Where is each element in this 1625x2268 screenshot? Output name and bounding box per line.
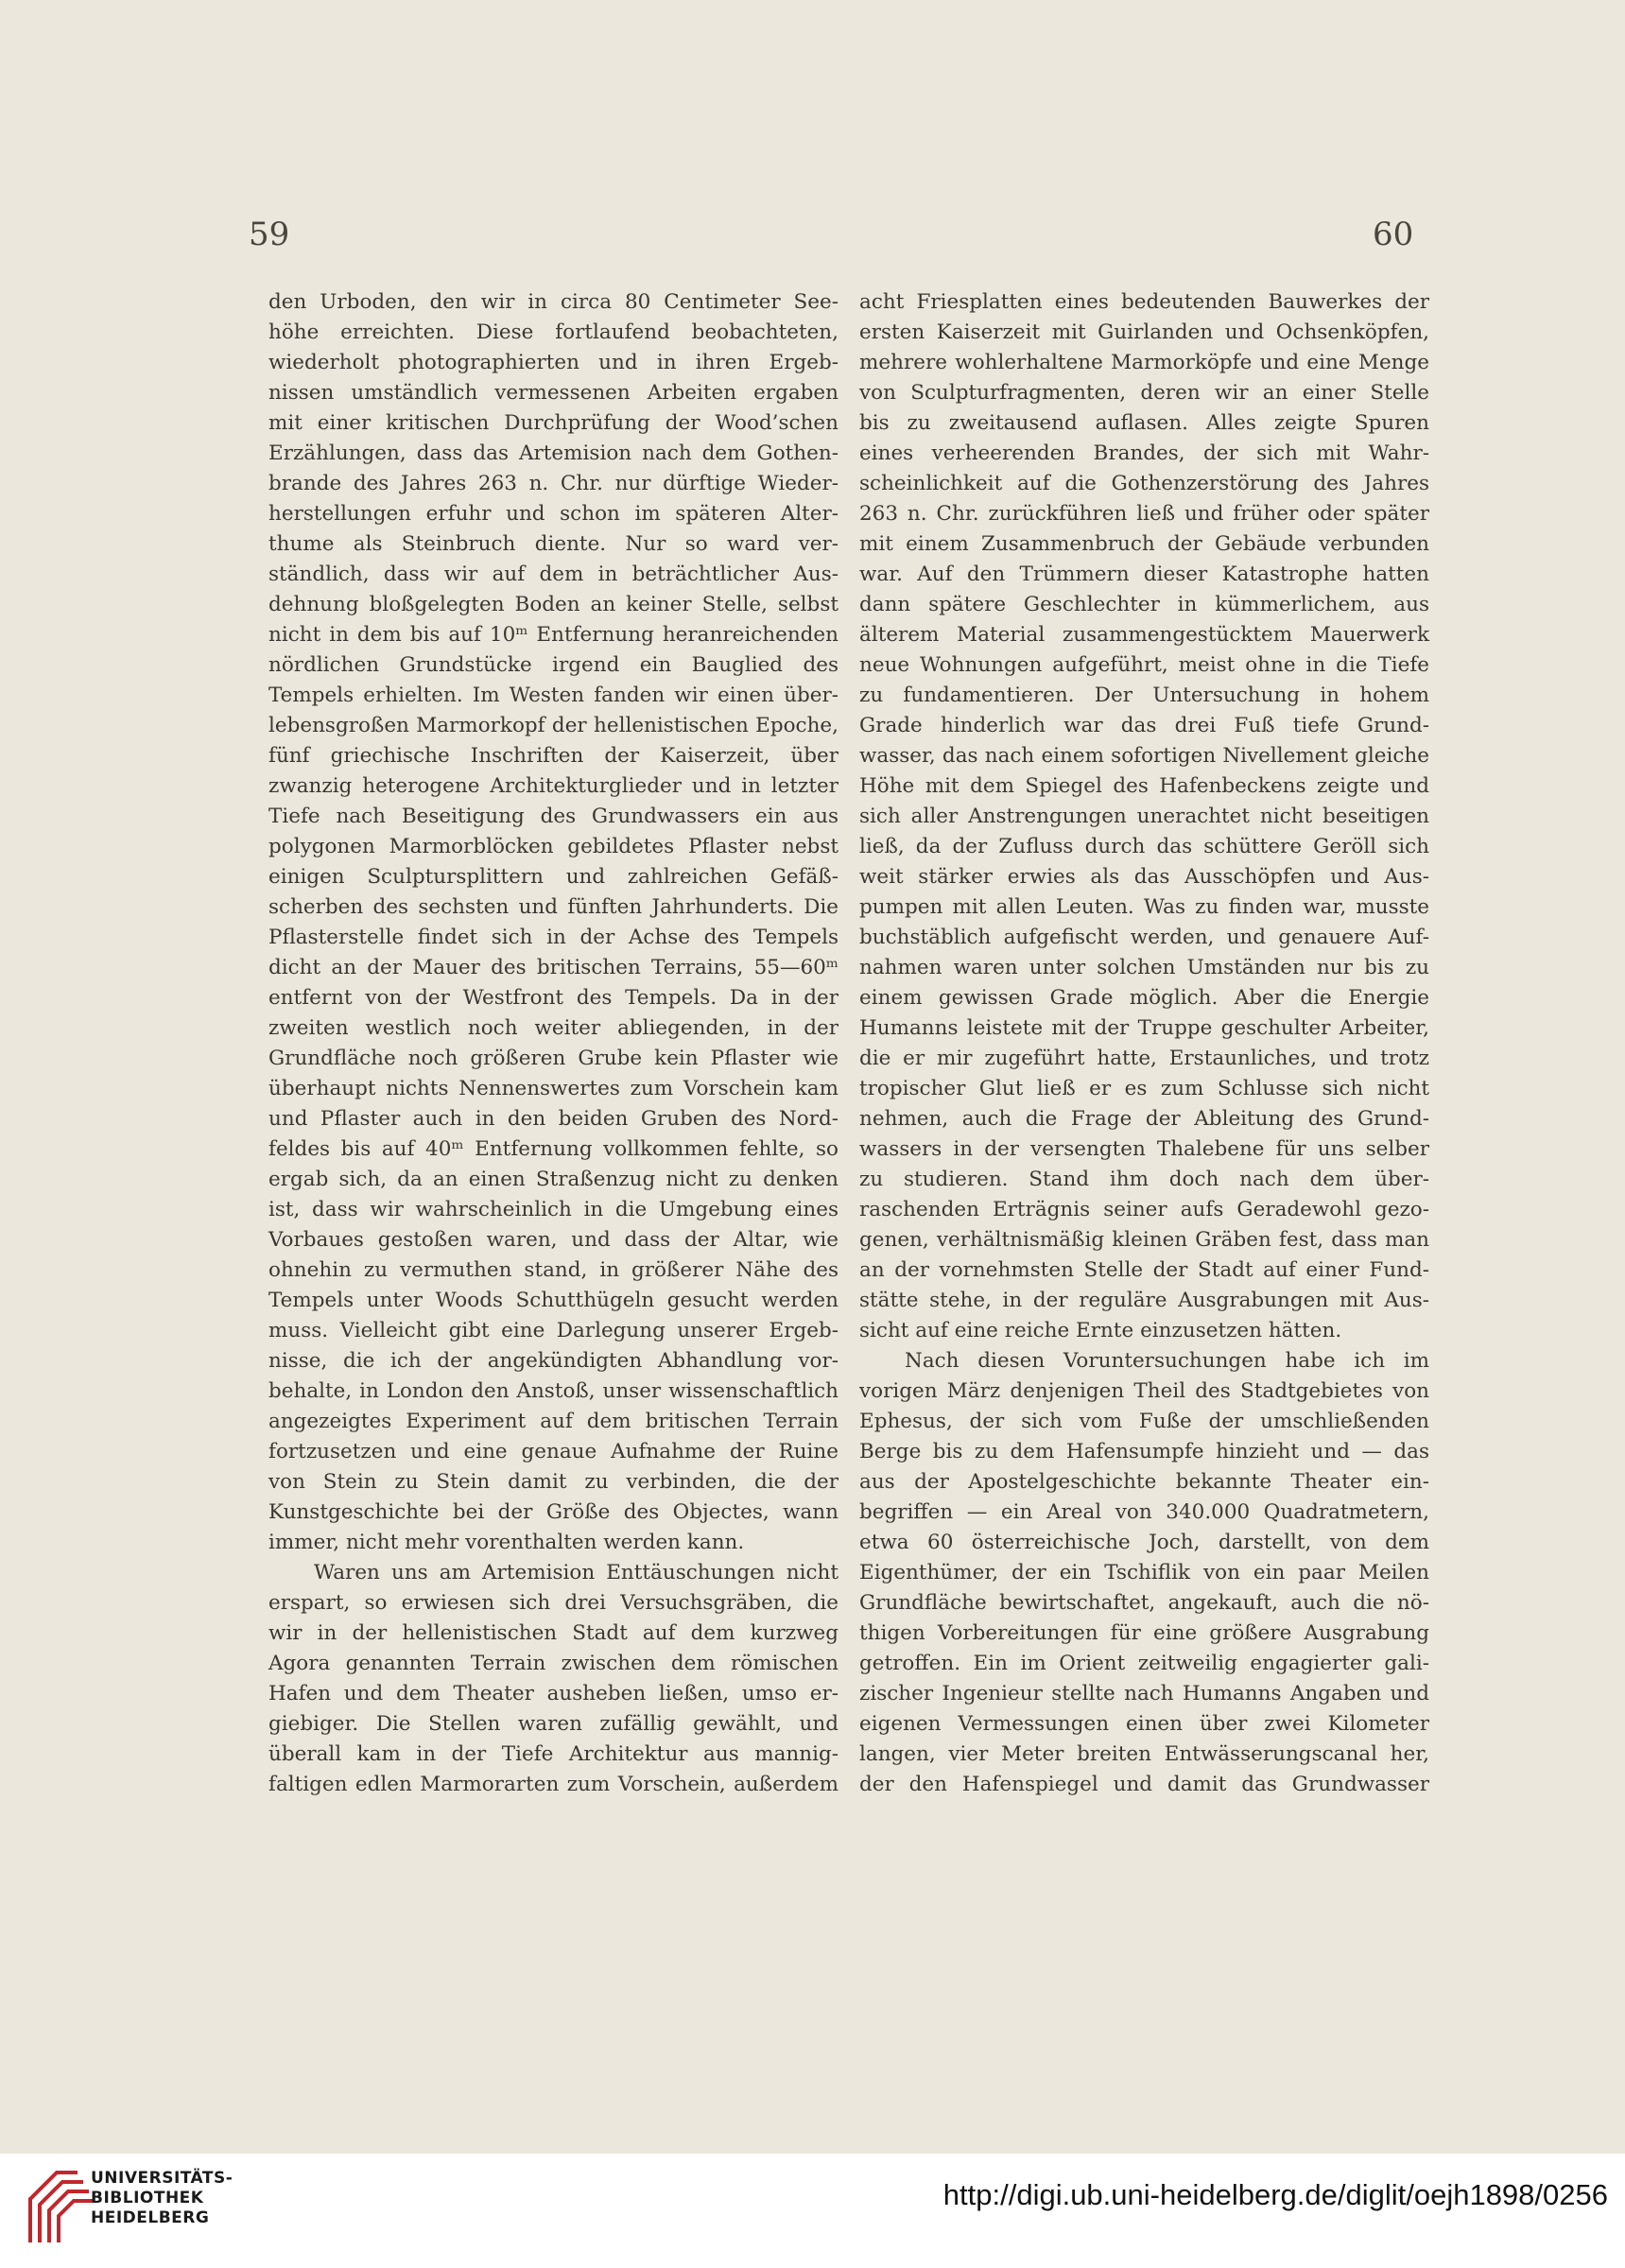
text-line: muss. Vielleicht gibt eine Darlegung unserer Ergeb- <box>268 1319 838 1342</box>
text-line: thigen Vorbereitungen für eine größere Ausgrabung <box>859 1621 1429 1645</box>
library-name <box>91 2169 233 2228</box>
text-column-right <box>859 287 1429 1800</box>
text-line: feldes bis auf 40ᵐ Entfernung vollkommen fehlte, so <box>268 1137 838 1161</box>
text-line: eines verheerenden Brandes, der sich mit Wahr- <box>859 441 1429 465</box>
text-line: Vorbaues gestoßen waren, und dass der Altar, wie <box>268 1228 838 1252</box>
text-line: faltigen edlen Marmorarten zum Vorschein, außerdem <box>268 1773 838 1796</box>
text-line: angezeigtes Experiment auf dem britischen Terrain <box>268 1410 838 1433</box>
text-line: genen, verhältnismäßig kleinen Gräben fest, dass man <box>859 1228 1429 1252</box>
text-line: Berge bis zu dem Hafensumpfe hinzieht und — das <box>859 1440 1429 1463</box>
text-line: nicht in dem bis auf 10ᵐ Entfernung heranreichenden <box>268 623 838 647</box>
text-line: Ephesus, der sich vom Fuße der umschließenden <box>859 1410 1429 1433</box>
text-line: raschenden Erträgnis seiner aufs Geradewohl gezo- <box>859 1198 1429 1221</box>
text-line: mehrere wohlerhaltene Marmorköpfe und eine Menge <box>859 351 1429 374</box>
text-line: an der vornehmsten Stelle der Stadt auf einer Fund- <box>859 1258 1429 1282</box>
text-line: von Stein zu Stein damit zu verbinden, die der <box>268 1470 838 1494</box>
text-line: und Pflaster auch in den beiden Gruben des Nord- <box>268 1107 838 1131</box>
text-line: bis zu zweitausend auflasen. Alles zeigte Spuren <box>859 411 1429 435</box>
text-line: weit stärker erwies als das Ausschöpfen und Aus- <box>859 865 1429 889</box>
text-line: mit einer kritischen Durchprüfung der Wood’schen <box>268 411 838 435</box>
text-line: sicht auf eine reiche Ernte einzusetzen hätten. <box>859 1319 1342 1342</box>
text-line: Hafen und dem Theater ausheben ließen, umso er- <box>268 1682 838 1705</box>
text-line: die er mir zugeführt hatte, Erstaunliches, und trotz <box>859 1047 1429 1070</box>
text-line: acht Friesplatten eines bedeutenden Bauwerkes der <box>859 290 1429 314</box>
text-line: Höhe mit dem Spiegel des Hafenbeckens zeigte und <box>859 774 1429 798</box>
text-line: nahmen waren unter solchen Umständen nur bis zu <box>859 956 1429 979</box>
text-line: ohnehin zu vermuthen stand, in größerer Nähe des <box>268 1258 838 1282</box>
text-line: stätte stehe, in der reguläre Ausgrabungen mit Aus- <box>859 1289 1429 1312</box>
text-line: einigen Sculptursplittern und zahlreichen Gefäß- <box>268 865 838 889</box>
text-line: zweiten westlich noch weiter abliegenden, in der <box>268 1016 838 1040</box>
text-line: dehnung bloßgelegten Boden an keiner Stelle, selbst <box>268 593 838 616</box>
text-line: wiederholt photographierten und in ihren Ergeb- <box>268 351 838 374</box>
library-name-line: UNIVERSITÄTS- <box>91 2169 233 2188</box>
text-line: Tempels erhielten. Im Westen fanden wir einen über- <box>268 684 838 707</box>
text-line: vorigen März denjenigen Theil des Stadtgebietes von <box>859 1379 1429 1403</box>
text-line: war. Auf den Trümmern dieser Katastrophe hatten <box>859 563 1429 586</box>
text-line: thume als Steinbruch diente. Nur so ward ver- <box>268 532 838 556</box>
text-line: zu studieren. Stand ihm doch nach dem über- <box>859 1168 1429 1191</box>
text-line: ist, dass wir wahrscheinlich in die Umgebung eines <box>268 1198 838 1221</box>
text-line: wir in der hellenistischen Stadt auf dem kurzweg <box>268 1621 838 1645</box>
text-line: höhe erreichten. Diese fortlaufend beobachteten, <box>268 320 838 344</box>
source-url-link[interactable]: http://digi.ub.uni-heidelberg.de/diglit/oejh1898/0256 <box>942 2178 1608 2211</box>
text-line: von Sculpturfragmenten, deren wir an einer Stelle <box>859 381 1429 405</box>
text-line: den Urboden, den wir in circa 80 Centimeter See- <box>268 290 838 314</box>
text-line: Tempels unter Woods Schutthügeln gesucht werden <box>268 1289 838 1312</box>
text-line: buchstäblich aufgefischt werden, und genauere Auf- <box>859 926 1429 949</box>
text-line: neue Wohnungen aufgeführt, meist ohne in die Tiefe <box>859 653 1429 677</box>
text-line: überhaupt nichts Nennenswertes zum Vorschein kam <box>268 1077 838 1100</box>
text-line: etwa 60 österreichische Joch, darstellt, von dem <box>859 1531 1429 1554</box>
text-line: dann spätere Geschlechter in kümmerlichem, aus <box>859 593 1429 616</box>
text-line: polygonen Marmorblöcken gebildetes Pflaster nebst <box>268 835 838 858</box>
text-line: scherben des sechsten und fünften Jahrhunderts. Die <box>268 895 838 919</box>
text-line: überall kam in der Tiefe Architektur aus mannig- <box>268 1742 838 1766</box>
text-line: langen, vier Meter breiten Entwässerungscanal her, <box>859 1742 1429 1766</box>
text-line: behalte, in London den Anstoß, unser wissenschaftlich <box>268 1379 838 1403</box>
text-line: mit einem Zusammenbruch der Gebäude verbunden <box>859 532 1429 556</box>
text-line: Eigenthümer, der ein Tschiflik von ein paar Meilen <box>859 1561 1429 1584</box>
text-line: Grade hinderlich war das drei Fuß tiefe Grund- <box>859 714 1429 737</box>
text-line: erspart, so erwiesen sich drei Versuchsgräben, die <box>268 1591 838 1615</box>
text-line: Grundfläche bewirtschaftet, angekauft, auch die nö- <box>859 1591 1429 1615</box>
text-line: wasser, das nach einem sofortigen Nivellement gleiche <box>859 744 1429 768</box>
text-line: fortzusetzen und eine genaue Aufnahme der Ruine <box>268 1440 838 1463</box>
text-line: Tiefe nach Beseitigung des Grundwassers ein aus <box>268 805 838 828</box>
text-line: giebiger. Die Stellen waren zufällig gewählt, und <box>268 1712 838 1736</box>
text-line: nehmen, auch die Frage der Ableitung des Grund- <box>859 1107 1429 1131</box>
text-line: immer, nicht mehr vorenthalten werden kann. <box>268 1531 745 1554</box>
text-line: der den Hafenspiegel und damit das Grundwasser <box>859 1773 1429 1796</box>
text-line: begriffen — ein Areal von 340.000 Quadratmetern, <box>859 1500 1429 1524</box>
text-line: Kunstgeschichte bei der Größe des Objectes, wann <box>268 1500 838 1524</box>
text-line: fünf griechische Inschriften der Kaiserzeit, über <box>268 744 838 768</box>
text-line: ergab sich, da an einen Straßenzug nicht zu denken <box>268 1168 838 1191</box>
text-line: Humanns leistete mit der Truppe geschulter Arbeiter, <box>859 1016 1429 1040</box>
text-line: Agora genannten Terrain zwischen dem römischen <box>268 1652 838 1675</box>
text-line: Waren uns am Artemision Enttäuschungen nicht <box>314 1561 838 1584</box>
text-line: 263 n. Chr. zurückführen ließ und früher oder später <box>859 502 1429 526</box>
text-line: lebensgroßen Marmorkopf der hellenistischen Epoche, <box>268 714 838 737</box>
text-line: getroffen. Ein im Orient zeitweilig engagierter gali- <box>859 1652 1429 1675</box>
text-line: pumpen mit allen Leuten. Was zu finden war, musste <box>859 895 1429 919</box>
text-line: brande des Jahres 263 n. Chr. nur dürftige Wieder- <box>268 472 838 495</box>
text-line: ersten Kaiserzeit mit Guirlanden und Ochsenköpfen, <box>859 320 1429 344</box>
text-column-left <box>268 287 838 1800</box>
text-line: sich aller Anstrengungen unerachtet nicht beseitigen <box>859 805 1429 828</box>
text-line: aus der Apostelgeschichte bekannte Theater ein- <box>859 1470 1429 1494</box>
text-line: Pflasterstelle findet sich in der Achse des Tempels <box>268 926 838 949</box>
text-line: eigenen Vermessungen einen über zwei Kilometer <box>859 1712 1429 1736</box>
page-number-right: 60 <box>1373 216 1414 253</box>
page-number-left: 59 <box>249 216 290 253</box>
text-line: dicht an der Mauer des britischen Terrains, 55—60ᵐ <box>268 956 838 979</box>
text-line: nissen umständlich vermessenen Arbeiten ergaben <box>268 381 838 405</box>
text-line: ständlich, dass wir auf dem in beträchtlicher Aus- <box>268 563 838 586</box>
text-line: tropischer Glut ließ er es zum Schlusse sich nicht <box>859 1077 1429 1100</box>
text-line: herstellungen erfuhr und schon im späteren Alter- <box>268 502 838 526</box>
text-line: Erzählungen, dass das Artemision nach dem Gothen- <box>268 441 838 465</box>
text-line: zwanzig heterogene Architekturglieder und in letzter <box>268 774 838 798</box>
text-line: nördlichen Grundstücke irgend ein Bauglied des <box>268 653 838 677</box>
text-line: ließ, da der Zufluss durch das schüttere Geröll sich <box>859 835 1429 858</box>
library-name-line: BIBLIOTHEK <box>91 2189 204 2207</box>
library-name-line: HEIDELBERG <box>91 2208 210 2227</box>
text-line: älterem Material zusammengestücktem Mauerwerk <box>859 623 1429 647</box>
text-line: zischer Ingenieur stellte nach Humanns Angaben und <box>859 1682 1429 1705</box>
text-line: scheinlichkeit auf die Gothenzerstörung des Jahres <box>859 472 1429 495</box>
text-line: entfernt von der Westfront des Tempels. Da in der <box>268 986 838 1010</box>
text-line: zu fundamentieren. Der Untersuchung in hohem <box>859 684 1429 707</box>
text-line: nisse, die ich der angekündigten Abhandlung vor- <box>268 1349 838 1373</box>
text-line: einem gewissen Grade möglich. Aber die Energie <box>859 986 1429 1010</box>
text-line: Grundfläche noch größeren Grube kein Pflaster wie <box>268 1047 838 1070</box>
text-line: Nach diesen Voruntersuchungen habe ich im <box>905 1349 1429 1373</box>
text-line: wassers in der versengten Thalebene für uns selber <box>859 1137 1429 1161</box>
